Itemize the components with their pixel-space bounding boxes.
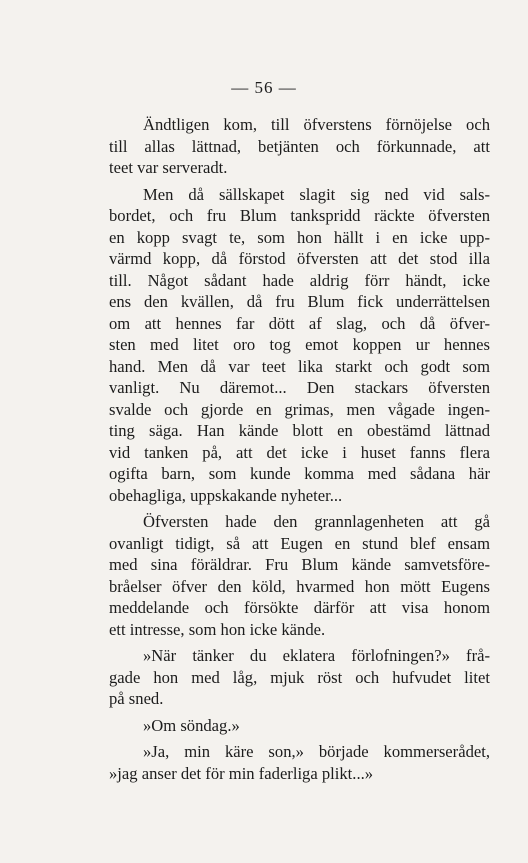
text-line: med sina föräldrar. Fru Blum kände samvetsföre- [109, 555, 490, 574]
text-line: vid tanken på, att det icke i huset fanns flera [109, 442, 490, 462]
text-line: ogifta barn, som kunde komma med sådana här [109, 464, 490, 483]
text-line: obehagliga, uppskakande nyheter... [109, 485, 343, 505]
paragraph [109, 184, 490, 507]
text-line: Öfversten hade den grannlagenheten att gå [143, 512, 490, 531]
text-line: om att hennes far dött af slag, och då öfver- [109, 313, 490, 333]
text-line: Men då sällskapet slagit sig ned vid sals- [143, 184, 490, 204]
text-line: ting säga. Han kände blott en obestämd lättnad [109, 421, 490, 440]
paragraph [109, 645, 490, 710]
text-line: gade hon med låg, mjuk röst och hufvudet litet [109, 667, 490, 687]
text-line: sten med litet oro tog emot koppen ur hennes [109, 335, 490, 354]
text-line: »Ja, min käre son,» började kommerserådet, [143, 742, 490, 761]
text-line: bordet, och fru Blum tankspridd räckte öfversten [109, 206, 490, 225]
text-line: ovanligt tidigt, så att Eugen en stund blef ensam [109, 533, 490, 553]
text-line: »jag anser det för min faderliga plikt...» [109, 763, 374, 783]
text-line: ens den kvällen, då fru Blum fick underrättelsen [109, 292, 490, 311]
text-line: hand. Men då var teet lika starkt och godt som [109, 356, 490, 376]
paragraph [109, 511, 490, 640]
text-line: Ändtligen kom, till öfverstens förnöjelse och [143, 115, 490, 134]
text-line: värmd kopp, då förstod öfversten att det stod illa [109, 249, 490, 268]
text-line: på sned. [109, 689, 164, 708]
text-line: till allas lättnad, betjänten och förkunnade, att [109, 136, 490, 156]
text-line: svalde och gjorde en grimas, men vågade ingen- [109, 399, 490, 419]
text-line: en kopp svagt te, som hon hällt i en icke upp- [109, 227, 490, 247]
text-line: ett intresse, som hon icke kände. [109, 619, 326, 639]
page-number: — 56 — [231, 78, 297, 97]
text-line: »När tänker du eklatera förlofningen?» frå- [143, 646, 490, 665]
text-line: vanligt. Nu däremot... Den stackars öfversten [109, 378, 490, 397]
paragraph [109, 715, 490, 737]
text-line: teet var serveradt. [109, 158, 228, 177]
text-line: till. Något sådant hade aldrig förr händt, icke [109, 270, 490, 290]
text-line: »Om söndag.» [143, 715, 240, 735]
text-line: bråelser öfver den köld, hvarmed hon mött Eugens [109, 576, 490, 596]
paragraph [109, 114, 490, 179]
text-line: meddelande och försökte därför att visa honom [109, 598, 490, 617]
body-text [109, 114, 490, 789]
paragraph [109, 741, 490, 784]
